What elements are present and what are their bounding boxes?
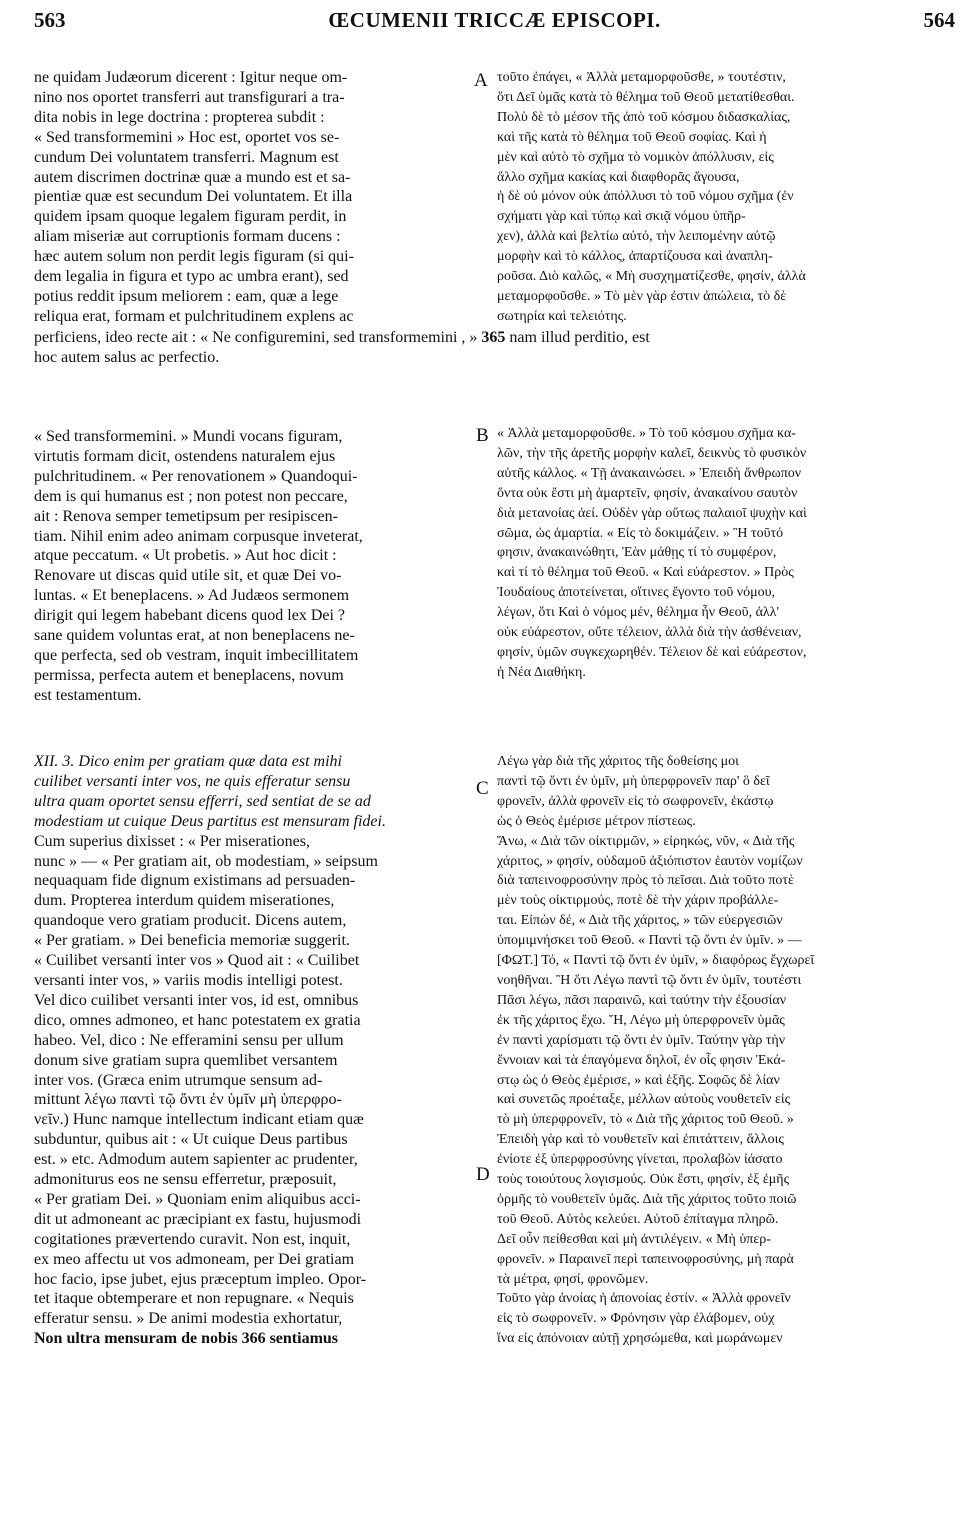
- text-line: νεῖν.) Hunc namque intellectum indicant etiam quæ: [34, 1111, 364, 1129]
- text-line: μὲν τοὺς οἰκτιρμούς, ποτὲ δὲ τὴν χάριν προβάλλε-: [497, 893, 779, 909]
- section-marker-b: B: [476, 425, 489, 446]
- text-line: εἰς τὸ σωφρονεῖν. » Φρόνησιν γὰρ ἐλάβομεν, οὐχ: [497, 1311, 775, 1327]
- text-line: « Sed transformemini » Hoc est, oportet vos se-: [34, 128, 340, 146]
- text-line: tiam. Nihil enim adeo animam corpusque inveterat,: [34, 527, 363, 545]
- column-number: 365: [481, 329, 506, 346]
- greek-column-block-3: [497, 752, 957, 1349]
- text-line: μορφὴν καὶ τὸ κάλλος, ἀπαρτίζουσα καὶ ἀναπλη-: [497, 249, 773, 265]
- full-width-lines: [34, 328, 956, 368]
- text-line: dit ut admoneant ac præcipiant ex fastu, hujusmodi: [34, 1210, 362, 1228]
- running-title: ŒCUMENII TRICCÆ EPISCOPI.: [328, 8, 661, 32]
- greek-column-block-1: [497, 68, 957, 327]
- text-line: χάριτος, » φησίν, οὐδαμοῦ ἀξιόπιστον ἑαυτὸν νομίζων: [497, 853, 803, 869]
- text-span: Non ultra mensuram de nobis: [34, 1330, 238, 1348]
- text-line: οὐκ εὐάρεστον, οὔτε τέλειον, ἀλλὰ διὰ τὴν ἀσθένειαν,: [497, 625, 802, 641]
- text-line: cundum Dei voluntatem transferri. Magnum est: [34, 148, 339, 166]
- text-line: ἔννοιαν καὶ τὰ ἐπαγόμενα δηλοῖ, ἐν οἷς φησιν Ἑκά-: [497, 1052, 786, 1068]
- text-line: ὁρμῆς τὸ νουθετεῖν ὑμᾶς. Διὰ τῆς χάριτος τοῦτο ποιῶ: [497, 1191, 797, 1207]
- text-line: quandoque vero gratiam producit. Dicens autem,: [34, 912, 347, 930]
- verse-line: modestiam ut cuique Deus partitus est mensuram fidei.: [34, 812, 386, 830]
- text-line: Πᾶσι λέγω, πᾶσι παραινῶ, καὶ ταύτην τὴν ἐξουσίαν: [497, 992, 787, 1008]
- text-line: σῶμα, ὡς ἁμαρτία. « Εἰς τὸ δοκιμάζειν. » Ἢ τοῦτό: [497, 525, 784, 541]
- text-line: Πολὺ δὲ τὸ μέσον τῆς ἀπὸ τοῦ κόσμου διδασκαλίας,: [497, 109, 791, 125]
- text-line: subduntur, quibus ait : « Ut cuique Deus partibus: [34, 1131, 348, 1149]
- text-line: dem legalia in figura et typo ac umbra erant), sed: [34, 268, 349, 286]
- text-line: στῳ ὡς ὁ Θεὸς ἐμέρισε, » καὶ ἑξῆς. Σοφῶς δὲ λίαν: [497, 1072, 780, 1088]
- text-line: καὶ τί τὸ θέλημα τοῦ Θεοῦ. « Καὶ εὐάρεστον. » Πρὸς: [497, 565, 794, 581]
- text-line: est. » etc. Admodum autem sapienter ac prudenter,: [34, 1151, 358, 1169]
- text-line: ὡς ὁ Θεὸς ἐμέρισε μέτρον πίστεως.: [497, 813, 696, 829]
- text-line: σχήματι γὰρ καὶ τύπῳ καὶ σκιᾷ νόμου ὑπῆρ-: [497, 209, 746, 225]
- text-line: νοηθῆναι. Ἢ ὅτι Λέγω παντὶ τῷ ὄντι ἐν ὑμῖν, τουτέστι: [497, 972, 802, 988]
- text-line: ἐν παντὶ χαρίσματι τῷ ὄντι ἐν ὑμῖν. Ταύτην γὰρ τὴν: [497, 1032, 786, 1048]
- verse-line: cuilibet versanti inter vos, ne quis efferatur sensu: [34, 772, 351, 790]
- text-line: παντὶ τῷ ὄντι ἐν ὑμῖν, μὴ ὑπερφρονεῖν παρ' ὃ δεῖ: [497, 773, 770, 789]
- text-line: hoc autem salus ac perfectio.: [34, 349, 220, 366]
- text-line: ait : Renova semper temetipsum per resipiscen-: [34, 507, 338, 525]
- text-line: Vel dico cuilibet versanti inter vos, id est, omnibus: [34, 991, 359, 1009]
- text-line: φησίν, ὑμῶν συγκεχωρηθέν. Τέλειον δὲ καὶ εὐάρεστον,: [497, 644, 807, 660]
- text-line: pulchritudinem. « Per renovationem » Quandoqui-: [34, 467, 358, 485]
- text-line: donum sive gratiam supra quemlibet versantem: [34, 1051, 338, 1069]
- text-line: ex meo affectu ut vos admoneam, per Dei gratiam: [34, 1250, 355, 1268]
- text-line: μεταμορφοῦσθε. » Τὸ μὲν γὰρ ἐστιν ἀπώλεια, τὸ δὲ: [497, 288, 787, 304]
- section-marker-a: A: [474, 70, 488, 91]
- text-line: admoniturus eos ne sensu efferretur, præposuit,: [34, 1171, 337, 1189]
- text-line: [34, 1329, 477, 1349]
- text-line: dirigit qui legem habebant dicens quod lex Dei ?: [34, 607, 346, 625]
- text-line: quidem ipsam quoque legalem figuram perdit, in: [34, 208, 347, 226]
- text-line: καὶ τῆς κατὰ τὸ θέλημα τοῦ Θεοῦ σοφίας. Καὶ ἡ: [497, 129, 767, 145]
- text-line: λέγων, ὅτι Καὶ ὁ νόμος μέν, θέλημα ἦν Θεοῦ, ἀλλ': [497, 605, 779, 621]
- section-marker-c: C: [476, 778, 489, 799]
- text-line: ἐκ τῆς χάριτος ἔχω. Ἤ, Λέγω μὴ ὑπερφρονεῖν ὑμᾶς: [497, 1012, 785, 1028]
- text-span: sentiamus: [269, 1330, 339, 1348]
- page-header: [34, 8, 955, 38]
- column-number: 366: [241, 1330, 266, 1348]
- text-line: ἐνίοτε ἐξ ὑπερφροσύνης γίνεται, προλαβὼν ἰάσατο: [497, 1152, 783, 1168]
- text-line: ἵνα εἰς ἀπόνοιαν αὐτῇ χρησώμεθα, καὶ μωράνωμεν: [497, 1331, 783, 1347]
- text-line: « Cuilibet versanti inter vos » Quod ait : « Cuilibet: [34, 952, 360, 970]
- verse-line: ultra quam oportet sensu efferri, sed sentiat de se ad: [34, 792, 371, 810]
- text-line: φρονεῖν. » Παραινεῖ περὶ ταπεινοφροσύνης, μὴ παρὰ: [497, 1251, 794, 1267]
- text-line: virtutis formam dicit, ostendens naturalem ejus: [34, 447, 336, 465]
- text-line: μὲν καὶ αὐτὸ τὸ σχῆμα τὸ νομικὸν ἀπόλλυσιν, εἰς: [497, 149, 774, 165]
- text-line: ὅτι Δεῖ ὑμᾶς κατὰ τὸ θέλημα τοῦ Θεοῦ μετατίθεσθαι.: [497, 89, 795, 105]
- text-line: efferatur sensu. » De animi modestia exhortatur,: [34, 1310, 343, 1328]
- right-page-number: 564: [923, 8, 955, 32]
- verse-line: XII. 3. Dico enim per gratiam quæ data est mihi: [34, 753, 342, 770]
- text-line: autem discrimen doctrinæ quæ a mundo est et sa-: [34, 168, 351, 186]
- text-line: Δεῖ οὖν πείθεσθαι καὶ μὴ ἀντιλέγειν. « Μὴ ὑπερ-: [497, 1231, 771, 1247]
- text-line: τὸ μὴ ὑπερφρονεῖν, τὸ « Διὰ τῆς χάριτος τοῦ Θεοῦ. »: [497, 1112, 794, 1128]
- text-span: nam illud perditio, est: [509, 329, 650, 346]
- text-line: ται. Εἰπὼν δέ, « Διὰ τῆς χάριτος, » τῶν εὐεργεσιῶν: [497, 913, 783, 929]
- text-line: « Ἀλλὰ μεταμορφοῦσθε. » Τὸ τοῦ κόσμου σχῆμα κα-: [497, 426, 796, 441]
- left-page-number: 563: [34, 8, 66, 32]
- text-line: nino nos oportet transferri aut transfigurari a tra-: [34, 88, 345, 106]
- text-line: τοὺς τοιούτους λογισμούς. Οὐκ ἔστι, φησίν, ἐξ ἐμῆς: [497, 1172, 790, 1188]
- text-line: aliam miseriæ aut corruptionis formam ducens :: [34, 228, 341, 246]
- text-line: cogitationes prævertendo curavit. Non est, inquit,: [34, 1230, 351, 1248]
- text-line: ἄλλο σχῆμα κακίας καὶ διαφθορᾶς ἄγουσα,: [497, 169, 740, 185]
- text-line: Λέγω γὰρ διὰ τῆς χάριτος τῆς δοθείσης μοι: [497, 754, 739, 769]
- text-line: « Sed transformemini. » Mundi vocans figuram,: [34, 428, 343, 445]
- text-line: atque peccatum. « Ut probetis. » Aut hoc dicit :: [34, 547, 337, 565]
- text-line: αὐτῆς κάλλος. « Τῇ ἀνακαινώσει. » Ἐπειδὴ ἄνθρωπον: [497, 465, 802, 481]
- text-line: nunc » — « Per gratiam ait, ob modestiam, » seipsum: [34, 852, 378, 870]
- text-line: « Per gratiam. » Dei beneficia memoriæ suggerit.: [34, 932, 350, 950]
- text-line: mittunt λέγω παντὶ τῷ ὄντι ἐν ὑμῖν μὴ ὑπερφρο-: [34, 1091, 342, 1109]
- text-line: sane quidem voluntas erat, at non beneplacens ne-: [34, 627, 355, 645]
- text-line: [34, 328, 956, 348]
- text-line: Τοῦτο γὰρ ἀνοίας ἡ ἀπονοίας ἐστίν. « Ἀλλὰ φρονεῖν: [497, 1291, 791, 1307]
- text-line: inter vos. (Græca enim utrumque sensum ad-: [34, 1071, 323, 1089]
- text-line: est testamentum.: [34, 686, 142, 704]
- text-line: Ἐπειδὴ γὰρ καὶ τὸ νουθετεῖν καὶ ἐπιτάττειν, ἄλλοις: [497, 1132, 784, 1148]
- latin-column-block-2: [34, 427, 477, 706]
- text-line: luntas. « Et beneplacens. » Ad Judæos sermonem: [34, 587, 350, 605]
- text-line: διὰ μετανοίας ἀεί. Οὐδὲν γὰρ οὕτως παλαιοῖ ψυχὴν καὶ: [497, 505, 807, 521]
- text-line: τὰ μέτρα, φησί, φρονῶμεν.: [497, 1271, 649, 1287]
- text-line: Cum superius dixisset : « Per miserationes,: [34, 832, 310, 850]
- text-line: reliqua erat, formam et pulchritudinem explens ac: [34, 307, 354, 325]
- text-line: ὄντα οὐκ ἔστι μὴ ἁμαρτεῖν, φησίν, ἀνακαίνου σαυτὸν: [497, 485, 798, 501]
- text-line: dum. Propterea interdum quidem miserationes,: [34, 892, 335, 910]
- text-line: χεν), ἀλλὰ καὶ βελτίω αὐτό, τὴν λειπομένην αὐτῷ: [497, 229, 776, 245]
- text-line: τοῦτο ἐπάγει, « Ἀλλὰ μεταμορφοῦσθε, » τουτέστιν,: [497, 70, 786, 85]
- text-line: hoc facio, ipse jubet, ejus præceptum impleo. Opor-: [34, 1270, 367, 1288]
- section-marker-d: D: [476, 1164, 490, 1185]
- text-line: pientiæ quæ est secundum Dei voluntatem. Et illa: [34, 188, 353, 206]
- text-line: σωτηρία καὶ τελειότης.: [497, 308, 627, 324]
- text-line: Ἰουδαίους ἀποτείνεται, οἵτινες ἔγοντο τοῦ νόμου,: [497, 585, 776, 601]
- text-line: ne quidam Judæorum dicerent : Igitur neque om-: [34, 69, 348, 86]
- text-line: que perfecta, sed ob vestram, inquit imbecillitatem: [34, 646, 359, 664]
- text-line: habeo. Vel, dico : Ne efferamini sensu per ullum: [34, 1031, 344, 1049]
- text-line: τοῦ Θεοῦ. Αὐτὸς κελεύει. Αὐτοῦ ἐπίταγμα πληρῶ.: [497, 1211, 779, 1227]
- text-line: ροῦσα. Διὸ καλῶς, « Μὴ συσχηματίζεσθε, φησίν, ἀλλὰ: [497, 269, 806, 285]
- text-line: λῶν, τὴν τῆς ἀρετῆς μορφὴν καλεῖ, δεικνὺς τὸ φυσικὸν: [497, 445, 807, 461]
- greek-column-block-2: [497, 424, 957, 683]
- text-line: [ΦΩΤ.] Τό, « Παντὶ τῷ ὄντι ἐν ὑμῖν, » διαφόρως ἔγχωρεῖ: [497, 953, 815, 969]
- text-line: ἡ δὲ οὐ μόνον οὐκ ἀπόλλυσι τὸ τοῦ νόμου σχῆμα (ἐν: [497, 189, 794, 205]
- text-line: φρονεῖν, ἀλλὰ φρονεῖν εἰς τὸ σωφρονεῖν, ἑκάστῳ: [497, 793, 774, 809]
- text-line: ἡ Νέα Διαθήκη.: [497, 664, 586, 680]
- text-line: dem is qui humanus est ; non potest non peccare,: [34, 487, 348, 505]
- text-line: « Per gratiam Dei. » Quoniam enim aliquibus acci-: [34, 1190, 361, 1208]
- text-line: versanti inter vos, » variis modis intelligi potest.: [34, 971, 343, 989]
- text-line: Renovare ut discas quid utile sit, et quæ Dei vo-: [34, 567, 342, 585]
- latin-column-block-1: [34, 68, 477, 327]
- text-line: permissa, perfecta autem et beneplacens, novum: [34, 666, 344, 684]
- text-line: hæc autem solum non perdit legis figuram (si qui-: [34, 248, 354, 266]
- text-line: διὰ ταπεινοφροσύνην πρὸς τὸ πεῖσαι. Διὰ τοῦτο ποτὲ: [497, 873, 794, 889]
- text-line: nequaquam fide dignum existimans ad persuaden-: [34, 872, 356, 890]
- latin-column-block-3: [34, 752, 477, 1349]
- text-line: dico, omnes admoneo, et hanc potestatem ex gratia: [34, 1011, 361, 1029]
- text-span: perficiens, ideo recte ait : « Ne configuremini, sed transformemini , »: [34, 329, 478, 346]
- text-line: φησιν, ἀνακαινώθητι, Ἐὰν μάθῃς τί τὸ συμφέρον,: [497, 545, 777, 561]
- text-line: Ἄνω, « Διὰ τῶν οἰκτιρμῶν, » εἰρηκώς, νῦν, « Διὰ τῆς: [497, 833, 795, 849]
- text-line: ὑπομιμνήσκει τοῦ Θεοῦ. « Παντὶ τῷ ὄντι ἐν ὑμῖν. » —: [497, 933, 802, 949]
- text-line: καὶ συνετῶς προέταξε, μέλλων αὐτοὺς νουθετεῖν εἰς: [497, 1092, 791, 1108]
- text-line: dita nobis in lege doctrina : propterea subdit :: [34, 108, 325, 126]
- text-line: tet itaque obtemperare et non repugnare. « Nequis: [34, 1290, 354, 1308]
- text-line: potius reddit ipsum meliorem : eam, quæ a lege: [34, 287, 339, 305]
